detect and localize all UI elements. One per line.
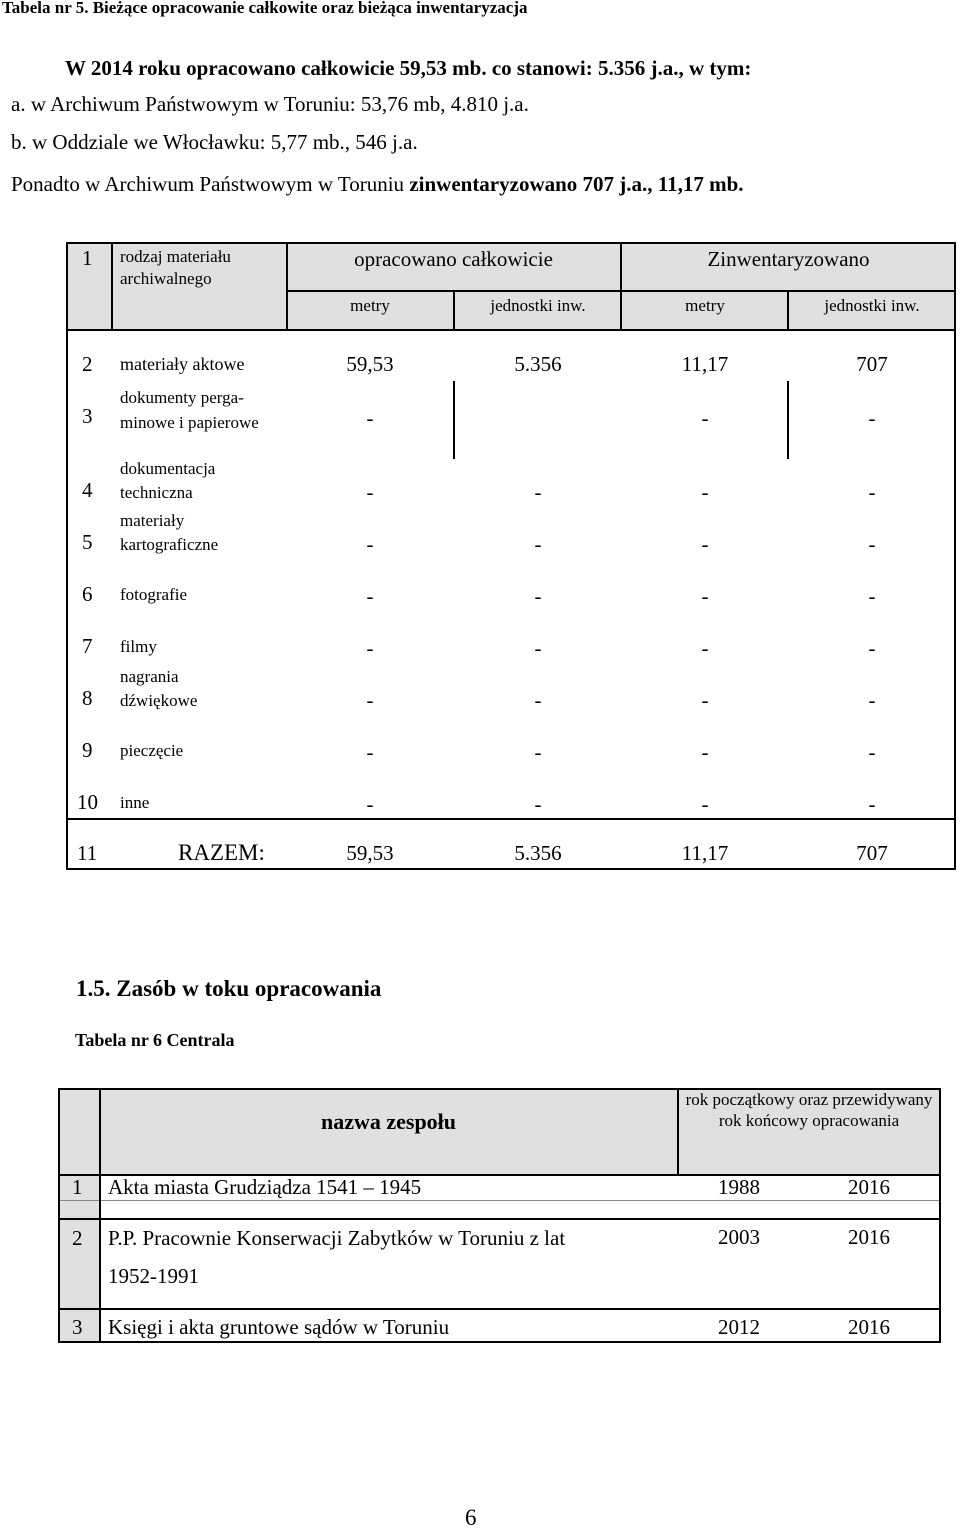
t6-row-end: 2016 <box>848 1315 890 1339</box>
t5-cell-metry-1: - <box>366 792 374 816</box>
t5-cell-jedn-1: - <box>534 792 542 816</box>
t5-cell-metry-2: - <box>701 480 709 504</box>
t5-row-name: nagrania dźwiękowe <box>120 667 198 710</box>
t5-row-name: fotografie <box>120 585 188 604</box>
t6-row-start: 1988 <box>718 1175 760 1199</box>
t6-row-num: 2 <box>72 1226 83 1250</box>
summary-extra-bold: zinwentaryzowano 707 j.a., 11,17 mb. <box>409 172 744 196</box>
t5-row-name: materiały aktowe <box>120 354 245 374</box>
t5-cell-metry-2: - <box>701 688 709 712</box>
t5-cell-metry-2: - <box>701 636 709 660</box>
t6-head-years: rok początkowy oraz przewidywany rok końcowy opracowania <box>685 1090 933 1130</box>
summary-line: W 2014 roku opracowano całkowicie 59,53 mb. co stanowi: 5.356 j.a., w tym: <box>65 56 752 80</box>
t5-total-num: 11 <box>77 841 98 865</box>
t5-row-num: 3 <box>82 404 93 428</box>
t6-row-name: P.P. Pracownie Konserwacji Zabytków w Toruniu z lat <box>108 1226 566 1250</box>
t5-cell-jedn-2: - <box>868 480 876 504</box>
t5-cell-jedn-2: - <box>868 532 876 556</box>
t5-row-num: 9 <box>82 738 93 762</box>
t5-total-jedn-1: 5.356 <box>514 841 562 865</box>
t5-cell-jedn-2: - <box>868 740 876 764</box>
t5-cell-jedn-1: 5.356 <box>514 352 562 376</box>
t5-sub-metry-1: metry <box>350 296 390 315</box>
t5-row-num: 10 <box>77 790 98 814</box>
t5-row-num: 6 <box>82 582 93 606</box>
summary-item-b: b. w Oddziale we Włocławku: 5,77 mb., 546 j.a. <box>11 130 418 154</box>
t5-cell-metry-1: - <box>366 584 374 608</box>
t6-row-end: 2016 <box>848 1225 890 1249</box>
t5-cell-metry-2: - <box>701 792 709 816</box>
t5-cell-metry-1: - <box>366 532 374 556</box>
t5-total-label: RAZEM: <box>178 840 265 865</box>
t6-row-end: 2016 <box>848 1175 890 1199</box>
t6-row-num: 1 <box>72 1175 83 1199</box>
t5-row-name: dokumenty perga-minowe i papierowe <box>120 388 259 432</box>
table5-title: Tabela nr 5. Bieżące opracowanie całkowite oraz bieżąca inwentaryzacja <box>2 0 528 17</box>
t5-row-num: 2 <box>82 352 93 376</box>
t5-row-num: 7 <box>82 634 93 658</box>
t5-cell-metry-2: 11,17 <box>681 352 729 376</box>
t5-sub-metry-2: metry <box>685 296 725 315</box>
t5-head-type: rodzaj materiału archiwalnego <box>120 247 231 288</box>
t5-cell-jedn-1: - <box>534 688 542 712</box>
t5-row-name: dokumentacja techniczna <box>120 459 216 502</box>
t5-total-jedn-2: 707 <box>856 841 888 865</box>
summary-item-a: a. w Archiwum Państwowym w Toruniu: 53,76 mb, 4.810 j.a. <box>11 92 529 116</box>
summary-extra-normal: Ponadto w Archiwum Państwowym w Toruniu <box>11 172 410 196</box>
t5-cell-jedn-1: - <box>534 480 542 504</box>
t5-cell-jedn-2: - <box>868 688 876 712</box>
t5-cell-metry-1: - <box>366 636 374 660</box>
t5-cell-jedn-1: - <box>534 532 542 556</box>
t5-cell-jedn-1: - <box>534 584 542 608</box>
t6-row-start: 2003 <box>718 1225 760 1249</box>
t5-cell-jedn-2: - <box>868 636 876 660</box>
t5-cell-jedn-1: - <box>534 740 542 764</box>
t5-row-name: pieczęcie <box>120 741 184 760</box>
t5-head-group1: opracowano całkowicie <box>354 247 553 271</box>
t5-total-metry-1: 59,53 <box>346 841 394 865</box>
t5-cell-metry-2: - <box>701 584 709 608</box>
t5-cell-jedn-2: - <box>868 406 876 430</box>
t6-row-name: Księgi i akta gruntowe sądów w Toruniu <box>108 1315 450 1339</box>
t5-total-metry-2: 11,17 <box>681 841 729 865</box>
section-heading: 1.5. Zasób w toku opracowania <box>76 976 382 1001</box>
t5-cell-jedn-2: 707 <box>856 352 888 376</box>
t5-cell-metry-2: - <box>701 740 709 764</box>
t5-cell-jedn-1: - <box>534 636 542 660</box>
t5-row-name: filmy <box>120 637 157 656</box>
t5-row-num: 4 <box>82 478 93 502</box>
table6-title: Tabela nr 6 Centrala <box>75 1030 235 1050</box>
t5-row-num: 5 <box>82 530 93 554</box>
t5-cell-metry-1: - <box>366 480 374 504</box>
t6-row-name: Akta miasta Grudziądza 1541 – 1945 <box>108 1175 422 1199</box>
t5-row-num: 8 <box>82 686 93 710</box>
t6-head-name: nazwa zespołu <box>320 1109 457 1134</box>
t6-row-start: 2012 <box>718 1315 760 1339</box>
t5-cell-jedn-2: - <box>868 584 876 608</box>
t6-row-name-cont: 1952-1991 <box>108 1264 199 1288</box>
t5-cell-metry-1: 59,53 <box>346 352 394 376</box>
t6-row-num: 3 <box>72 1315 83 1339</box>
t5-sub-jedn-1: jednostki inw. <box>490 296 586 315</box>
t5-cell-metry-1: - <box>366 740 374 764</box>
t5-sub-jedn-2: jednostki inw. <box>824 296 920 315</box>
t5-cell-jedn-2: - <box>868 792 876 816</box>
t5-head-group2: Zinwentaryzowano <box>707 247 870 271</box>
summary-extra <box>11 172 744 197</box>
t5-row-name: inne <box>120 793 150 812</box>
t5-head-num: 1 <box>82 246 93 270</box>
t5-cell-metry-2: - <box>701 532 709 556</box>
t5-row-name: materiały kartograficzne <box>120 511 219 554</box>
t5-cell-metry-1: - <box>366 406 374 430</box>
page-number: 6 <box>465 1505 477 1530</box>
t5-cell-metry-1: - <box>366 688 374 712</box>
t5-cell-metry-2: - <box>701 406 709 430</box>
